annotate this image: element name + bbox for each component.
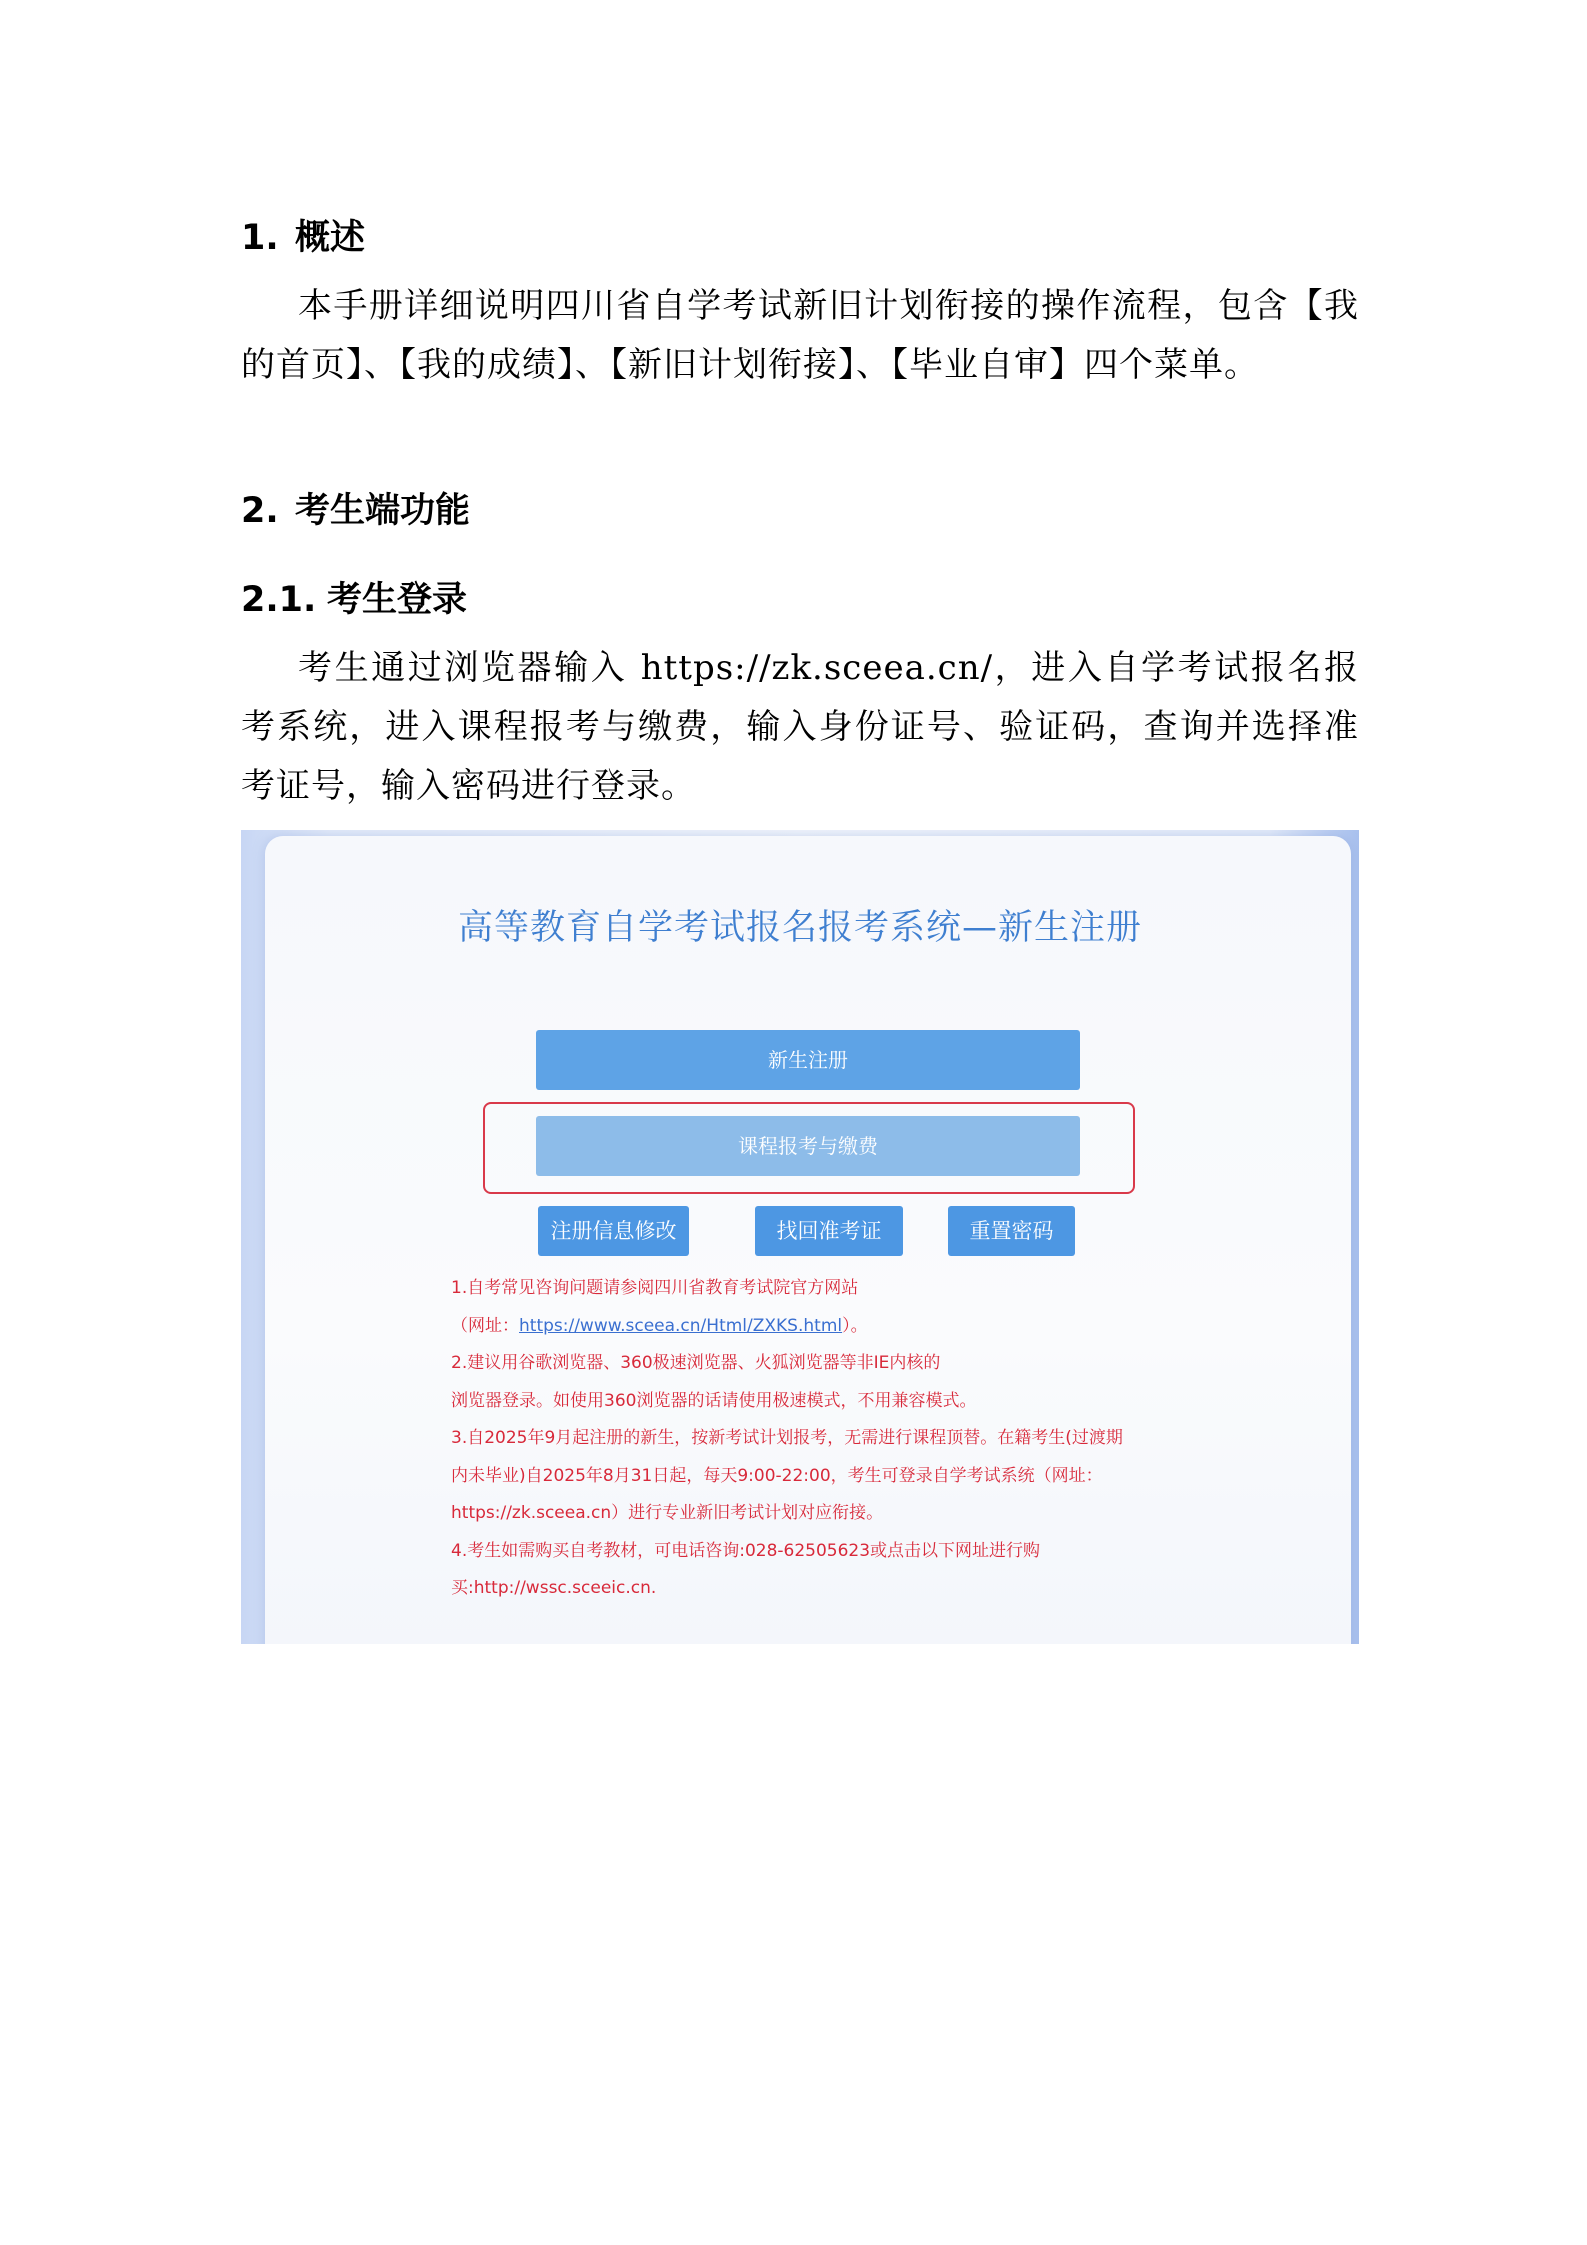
section-title: 考生端功能 [295,491,471,531]
section-heading-candidate-login [241,578,467,622]
reset-password-button[interactable]: 重置密码 [948,1206,1075,1256]
notice-line: 3.自2025年9月起注册的新生，按新考试计划报考，无需进行课程顶替。在籍考生(过渡期 [451,1428,1123,1448]
screenshot-title: 高等教育自学考试报名报考系统—新生注册 [457,908,1142,948]
section-title: 考生登录 [327,580,468,620]
notice-line: 1.自考常见咨询问题请参阅四川省教育考试院官方网站 [451,1278,859,1298]
find-admission-ticket-button[interactable]: 找回准考证 [755,1206,903,1256]
notice-line [451,1308,1211,1346]
notice-text: （网址： [451,1315,519,1336]
notice-line: 内未毕业)自2025年8月31日起，每天9:00-22:00，考生可登录自学考试系统（网址： [451,1465,1103,1486]
notice-line: 4.考生如需购买自考教材，可电话咨询:028-62505623或点击以下网址进行购 [451,1540,1041,1561]
section-number: 2.1. [241,580,317,620]
login-paragraph: 考生通过浏览器输入 https://zk.sceea.cn/，进入自学考试报名报考系统，进入课程报考与缴费，输入身份证号、验证码，查询并选择准考证号，输入密码进行登录。 [241,648,1359,806]
modify-registration-button[interactable]: 注册信息修改 [538,1206,689,1256]
faq-link[interactable]: https://www.sceea.cn/Html/ZXKS.html [519,1315,843,1336]
overview-paragraph: 本手册详细说明四川省自学考试新旧计划衔接的操作流程，包含【我的首页】、【我的成绩】、【新旧计划衔接】、【毕业自审】四个菜单。 [241,286,1359,385]
login-system-screenshot [241,830,1359,1644]
notice-text: ）。 [842,1315,868,1336]
section-number: 1. [241,218,279,258]
new-student-register-button[interactable]: 新生注册 [536,1030,1080,1090]
section-heading-overview [241,216,365,260]
notice-line: 买:http://wssc.sceeic.cn. [451,1578,657,1598]
section-heading-candidate-functions [241,489,470,533]
notice-list [451,1270,1211,1608]
section-title: 概述 [295,218,366,258]
notice-line: 浏览器登录。如使用360浏览器的话请使用极速模式，不用兼容模式。 [451,1390,977,1411]
notice-line: 2.建议用谷歌浏览器、360极速浏览器、火狐浏览器等非IE内核的 [451,1353,941,1373]
course-registration-payment-button[interactable]: 课程报考与缴费 [536,1116,1080,1176]
section-number: 2. [241,491,279,531]
notice-line: https://zk.sceea.cn）进行专业新旧考试计划对应衔接。 [451,1503,884,1523]
